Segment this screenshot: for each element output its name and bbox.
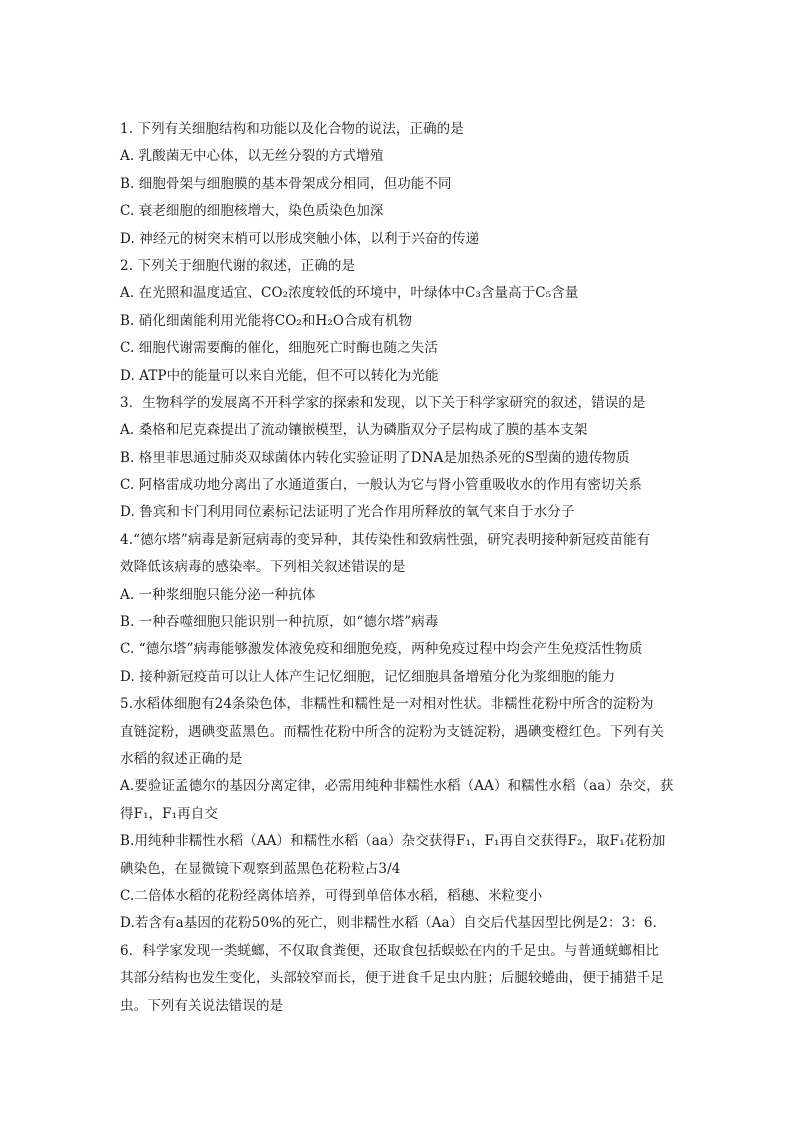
question-4-option-d: D. 接种新冠疫苗可以让人体产生记忆细胞，记忆细胞具备增殖分化为浆细胞的能力 bbox=[120, 668, 616, 685]
question-1-option-d: D. 神经元的树突末梢可以形成突触小体，以利于兴奋的传递 bbox=[120, 230, 480, 247]
question-list bbox=[120, 116, 680, 1020]
question-4-option-a: A. 一种浆细胞只能分泌一种抗体 bbox=[120, 586, 316, 603]
question-5-option-a-line-1: A.要验证孟德尔的基因分离定律，必需用纯种非糯性水稻（AA）和糯性水稻（aa）杂交，获 bbox=[120, 778, 674, 795]
question-4-option-b: B. 一种吞噬细胞只能识别一种抗原，如“德尔塔”病毒 bbox=[120, 614, 439, 631]
question-5-option-b-line-2: 碘染色，在显微镜下观察到蓝黑色花粉粒占3/4 bbox=[120, 860, 401, 877]
question-5-option-b-line-1: B.用纯种非糯性水稻（AA）和糯性水稻（aa）杂交获得F₁，F₁再自交获得F₂，取F₁花粉加 bbox=[120, 833, 666, 850]
question-5-option-d: D.若含有a基因的花粉50%的死亡，则非糯性水稻（Aa）自交后代基因型比例是2：3：6. bbox=[120, 915, 657, 932]
question-5-option-c: C.二倍体水稻的花粉经离体培养，可得到单倍体水稻，稻穗、米粒变小 bbox=[120, 887, 543, 904]
question-2-stem: 2. 下列关于细胞代谢的叙述，正确的是 bbox=[120, 257, 356, 274]
question-6-stem-line-1: 6．科学家发现一类蜣螂，不仅取食粪便，还取食包括蜈蚣在内的千足虫。与普通蜣螂相比 bbox=[120, 942, 660, 959]
question-5-stem-line-1: 5.水稻体细胞有24条染色体，非糯性和糯性是一对相对性状。非糯性花粉中所含的淀粉为 bbox=[120, 696, 654, 713]
question-1-option-b: B. 细胞骨架与细胞膜的基本骨架成分相同，但功能不同 bbox=[120, 175, 452, 192]
question-2-option-b: B. 硝化细菌能利用光能将CO₂和H₂O合成有机物 bbox=[120, 312, 413, 329]
question-5-stem-line-2: 直链淀粉，遇碘变蓝黑色。而糯性花粉中所含的淀粉为支链淀粉，遇碘变橙红色。下列有关 bbox=[120, 723, 664, 740]
question-5-stem-line-3: 水稻的叙述正确的是 bbox=[120, 750, 243, 767]
question-1-stem: 1. 下列有关细胞结构和功能以及化合物的说法，正确的是 bbox=[120, 121, 464, 137]
question-1-option-c: C. 衰老细胞的细胞核增大，染色质染色加深 bbox=[120, 203, 384, 220]
question-3-stem: 3．生物科学的发展离不开科学家的探索和发现，以下关于科学家研究的叙述，错误的是 bbox=[120, 394, 646, 411]
question-1-option-a: A. 乳酸菌无中心体，以无丝分裂的方式增殖 bbox=[120, 148, 384, 165]
question-2-option-a: A. 在光照和温度适宜、CO₂浓度较低的环境中，叶绿体中C₃含量高于C₅含量 bbox=[120, 285, 579, 302]
question-3-option-d: D. 鲁宾和卡门利用同位素标记法证明了光合作用所释放的氧气来自于水分子 bbox=[120, 504, 575, 521]
question-4-stem-line-1: 4.“德尔塔”病毒是新冠病毒的变异种，其传染性和致病性强，研究表明接种新冠疫苗能有 bbox=[120, 531, 651, 548]
question-5-option-a-line-2: 得F₁，F₁再自交 bbox=[120, 805, 218, 822]
question-3-option-a: A. 桑格和尼克森提出了流动镶嵌模型，认为磷脂双分子层构成了膜的基本支架 bbox=[120, 422, 588, 439]
question-2-option-c: C. 细胞代谢需要酶的催化，细胞死亡时酶也随之失活 bbox=[120, 340, 438, 357]
question-6-stem-line-3: 虫。下列有关说法错误的是 bbox=[120, 997, 284, 1014]
question-3-option-b: B. 格里菲思通过肺炎双球菌体内转化实验证明了DNA是加热杀死的S型菌的遗传物质 bbox=[120, 449, 630, 466]
question-4-option-c: C. “德尔塔”病毒能够激发体液免疫和细胞免疫，两种免疫过程中均会产生免疫活性物质 bbox=[120, 641, 643, 658]
question-6-stem-line-2: 其部分结构也发生变化，头部较窄而长，便于进食千足虫内脏；后腿较蜷曲，便于捕猎千足 bbox=[120, 970, 664, 987]
question-2-option-d: D. ATP中的能量可以来自光能，但不可以转化为光能 bbox=[120, 367, 439, 384]
question-3-option-c: C. 阿格雷成功地分离出了水通道蛋白，一般认为它与肾小管重吸收水的作用有密切关系 bbox=[120, 477, 642, 494]
question-4-stem-line-2: 效降低该病毒的感染率。下列相关叙述错误的是 bbox=[120, 559, 406, 576]
